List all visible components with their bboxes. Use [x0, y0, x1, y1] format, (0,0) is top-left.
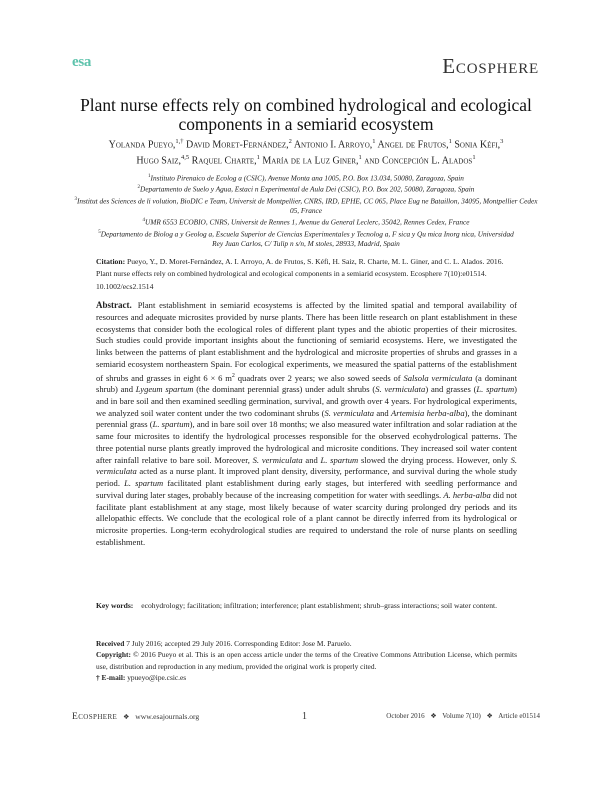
- received-label: Received: [96, 639, 125, 648]
- footer-left: [72, 712, 199, 722]
- abstract-text: and: [302, 454, 321, 465]
- author-sup: 1: [358, 153, 362, 161]
- email-label: † E-mail:: [96, 672, 126, 682]
- author-sup: 1,†: [175, 138, 184, 145]
- footer-website-link[interactable]: www.esajournals.org: [135, 712, 200, 721]
- species-name: S. vermiculata: [96, 454, 518, 477]
- article-notes: [96, 638, 517, 683]
- abstract-text: and: [374, 407, 392, 418]
- footer-volume: Volume 7(10): [442, 712, 481, 720]
- author-sup: 2: [288, 138, 292, 145]
- affiliation: [60, 172, 552, 183]
- species-name: Lygeum spartum: [135, 384, 194, 395]
- affiliation: [60, 195, 552, 216]
- abstract-text: did not facilitate plant establishment at any stage, most likely because of water scarcity during prolonged dry periods and its allelopathic effects. We conclude that the ecological role of a plant cannot be directly inferred from its hydrological or microsite properties. Long-term ecohydrological studies are required to understand the role of nurse plants on seedling establishment.: [96, 489, 517, 547]
- abstract-text: acted as a nurse plant. It improved plant density, diversity, performance, and survival during the whole study period.: [96, 466, 517, 489]
- species-name: L. spartum: [152, 419, 190, 430]
- journal-name: Ecosphere: [442, 54, 539, 78]
- affiliation: [60, 216, 552, 227]
- diamond-icon: ❖: [123, 713, 130, 721]
- species-name: S. vermiculata: [324, 407, 375, 418]
- footer-article: Article e01514: [498, 712, 540, 720]
- abstract-text: slowed the drying process. However, only: [358, 454, 511, 465]
- author: David Moret-Fernández,: [186, 139, 289, 151]
- abstract: [96, 300, 517, 549]
- author: and Concepción L. Alados: [364, 155, 473, 167]
- author-sup: 4,5: [181, 153, 190, 161]
- affiliation-sup: 1: [148, 174, 151, 179]
- affiliation-sup: 2: [137, 185, 141, 191]
- abstract-text: ), and in bare soil over 18 months; we also measured water infiltration and solar radiation at the same four microsites to identify the hydrological processes responsible for the observed ecohydrological patterns. The three potential nurse plants greatly improved the hydrological and microsite conditions. They increased soil water content after rainfall relative to bare soil. Moreover,: [96, 419, 518, 465]
- affiliation: [60, 228, 552, 249]
- esa-logo: esa: [72, 54, 92, 70]
- author-sup: 1: [256, 153, 260, 161]
- abstract-text: quadrats over 2 years; we also sowed seeds of: [234, 372, 404, 383]
- email-link[interactable]: ypueyo@ipe.csic.es: [127, 672, 187, 682]
- abstract-sup: 2: [231, 372, 235, 379]
- footer-right: [386, 712, 540, 720]
- species-name: A. herba-alba: [443, 489, 491, 500]
- email-line: [96, 672, 517, 683]
- copyright-label: Copyright:: [96, 650, 131, 660]
- keywords-label: Key words:: [96, 601, 134, 610]
- affiliation-sup: 4: [142, 218, 146, 224]
- copyright-text: © 2016 Pueyo et al. This is an open access article under the terms of the Creative Commons Attribution License, which permits use, distribution and reproduction in any medium, provided the original work is properly cited.: [96, 650, 517, 671]
- abstract-text: ), the dominant perennial grass (: [96, 407, 517, 430]
- diamond-icon: ❖: [430, 712, 437, 720]
- copyright-line: [96, 649, 517, 672]
- affiliation: [60, 183, 552, 194]
- citation-label: Citation:: [96, 257, 126, 266]
- species-name: L. spartum: [124, 478, 164, 489]
- author-sup: 1: [448, 138, 452, 145]
- affiliation-sup: 5: [98, 229, 101, 235]
- abstract-text: (the dominant perennial grass) under adult shrubs (: [193, 384, 376, 395]
- keywords-text: ecohydrology; facilitation; infiltration; interference; plant establishment; shrub–grass interactions; soil water content.: [141, 601, 497, 610]
- author: Yolanda Pueyo,: [108, 139, 176, 151]
- received-text: 7 July 2016; accepted 29 July 2016. Corresponding Editor: Jose M. Paruelo.: [126, 639, 352, 648]
- author: Antonio I. Arroyo,: [293, 139, 373, 151]
- author: Hugo Saiz,: [136, 155, 182, 167]
- title-line-1: Plant nurse effects rely on combined hydrological and ecological: [80, 95, 532, 115]
- abstract-text: facilitated plant establishment during early stages, but interfered with seedling performance and survival during later stages, probably because of the increasing competition for water with seedlings.: [96, 478, 518, 500]
- author-sup: 1: [472, 153, 476, 161]
- species-name: L. spartum: [320, 454, 359, 465]
- author-line-1: [60, 136, 552, 152]
- species-name: Salsola vermiculata: [403, 372, 473, 383]
- abstract-text: Plant establishment in semiarid ecosystems is affected by the limited spatial and temporal availability of resources and adequate microsites provided by nurse plants. There has been little research on plant establishment in these ecosystems that consider both the ecological roles of different plant types and the abiotic properties of their microsites. Such studies could provide important insights about the functioning of semiarid ecosystems. Here, we investigated the links between the patterns of plant establishment and the hydrological and microsite properties of shrubs and grasses in a semiarid ecosystem northeastern Spain. For ecological experiments, we measured the spatial patterns of the establishment of shrubs and grasses in eight 6 × 6 m: [96, 300, 517, 383]
- affiliation-text: Departamento de Biolog a y Geolog a, Escuela Superior de Ciencias Experimentales y Tecnolog a, F sica y Qu mica Inorg nica, Universidad Rey Juan Carlos, C/ Tulip n s/n, M stoles, 28933, Madrid, Spain: [100, 229, 514, 249]
- received-line: [96, 638, 517, 649]
- affiliation-text: UMR 6553 ECOBIO, CNRS, Universit de Rennes 1, Avenue du General Leclerc, 35042, Rennes Cedex, France: [145, 217, 470, 227]
- citation: [96, 256, 516, 293]
- title-line-2: components in a semiarid ecosystem: [178, 114, 434, 134]
- species-name: L. spartum: [476, 384, 515, 395]
- species-name: S. vermiculata: [375, 384, 426, 395]
- affiliation-text: Instituto Pirenaico de Ecolog a (CSIC), Avenue Monta ana 1005, P.O. Box 13.034, 50080, Zaragoza, Spain: [150, 173, 464, 183]
- author-list: [60, 136, 552, 168]
- author-sup: 3: [500, 138, 504, 145]
- diamond-icon: ❖: [486, 712, 493, 720]
- affiliation-text: Institut des Sciences de li volution, BioDIC e Team, Universit de Montpellier, CNRS, IRD, EPHE, CC 065, Place Eug ne Bataillon, 34095, Montpellier Cedex 05, France: [76, 196, 538, 216]
- keywords: [96, 601, 516, 612]
- author-line-2: [60, 152, 552, 168]
- abstract-label: Abstract.: [96, 300, 132, 310]
- footer-date: October 2016: [386, 712, 425, 720]
- author: María de la Luz Giner,: [262, 155, 359, 167]
- article-title: [60, 96, 552, 134]
- abstract-text: (a dominant shrub) and: [96, 372, 517, 395]
- page-number: 1: [302, 711, 307, 722]
- affiliation-text: Departamento de Suelo y Agua, Estaci n Experimental de Aula Dei (CSIC), P.O. Box 202, 50080, Zaragoza, Spain: [140, 184, 475, 194]
- author: Angel de Frutos,: [377, 139, 449, 151]
- species-name: S. vermiculata: [252, 454, 303, 465]
- abstract-text: ) and in bare soil and then examined seedling germination, survival, and growth over 4 years. For hydrological experiments, we analyzed soil water content under the two codominant shrubs (: [96, 384, 517, 418]
- affiliation-sup: 3: [74, 196, 77, 202]
- species-name: Artemisia herba-alba: [391, 407, 465, 418]
- author: Sonia Kéfi,: [454, 139, 501, 151]
- affiliations: [60, 172, 552, 249]
- author: Raquel Charte,: [191, 155, 257, 167]
- author-sup: 1: [372, 138, 376, 145]
- citation-text: Pueyo, Y., D. Moret-Fernández, A. I. Arroyo, A. de Frutos, S. Kéfi, H. Saiz, R. Charte, M. L. Giner, and C. L. Alados. 2016. Plant nurse effects rely on combined hydrological and ecological components in a semiarid ecosystem. Ecosphere 7(10):e01514. 10.1002/ecs2.1514: [96, 257, 504, 291]
- footer-journal: Ecosphere: [72, 712, 118, 722]
- abstract-text: ) and grasses (: [425, 384, 477, 395]
